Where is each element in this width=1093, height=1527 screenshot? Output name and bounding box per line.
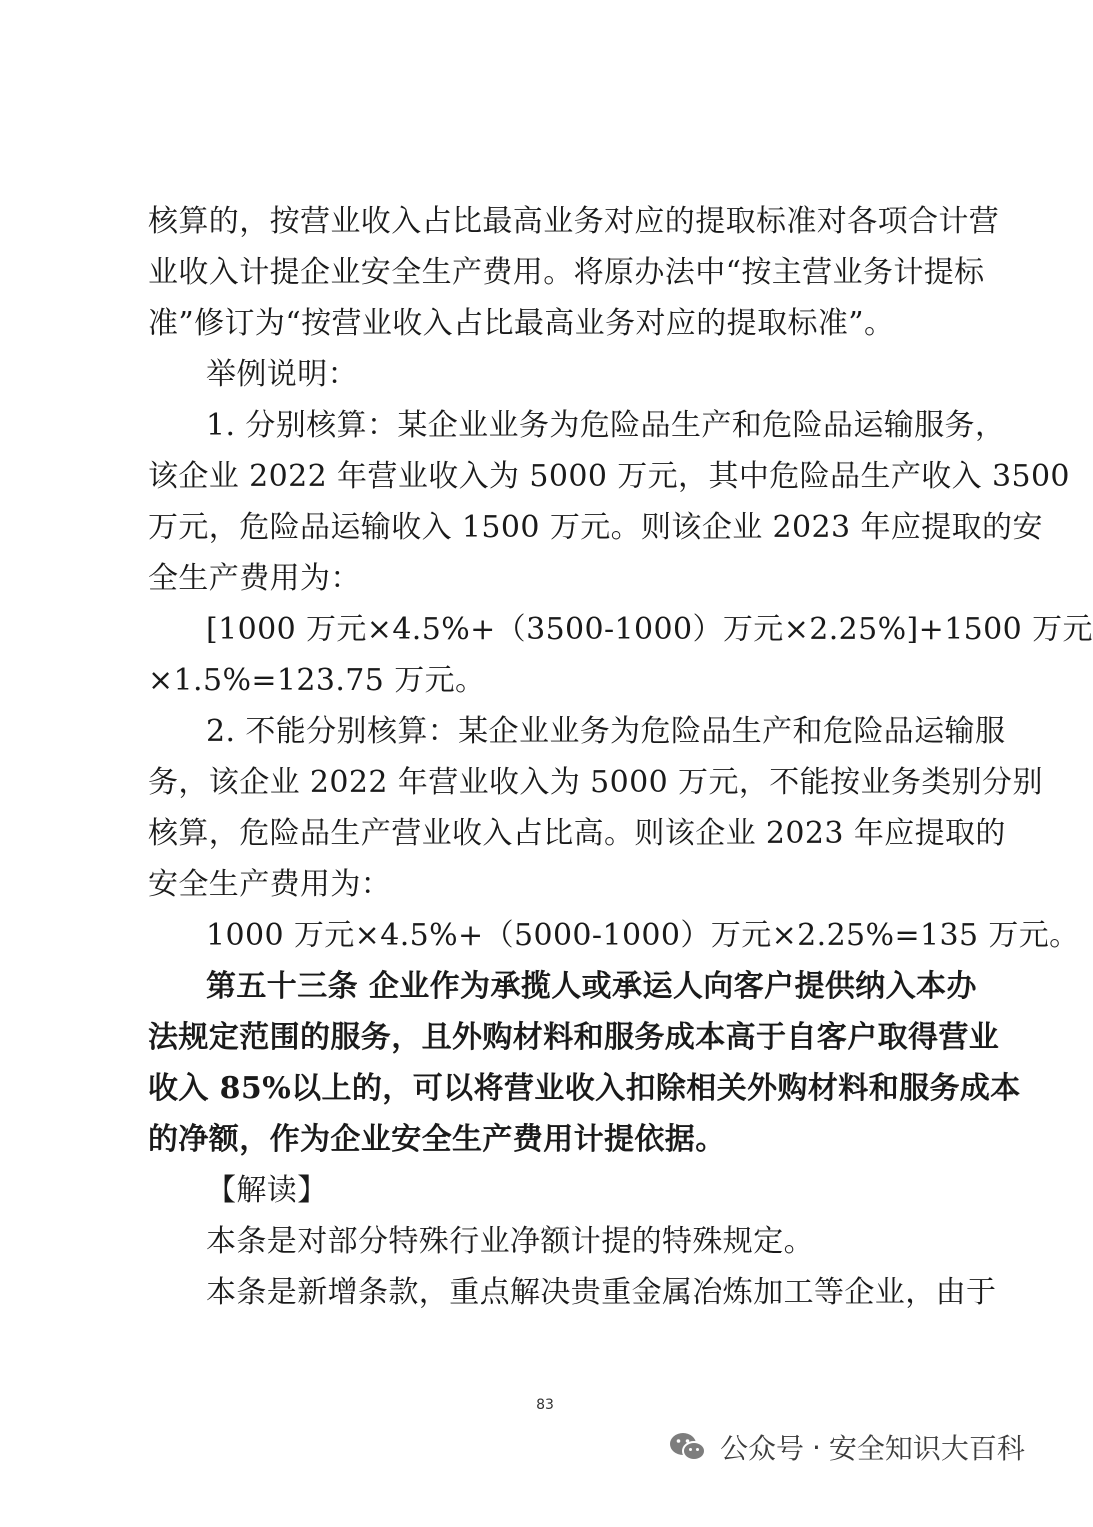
text-line: 法规定范围的服务，且外购材料和服务成本高于自客户取得营业 <box>148 1020 1000 1055</box>
watermark-separator: · <box>812 1430 821 1464</box>
text-line: 该企业 2022 年营业收入为 5000 万元，其中危险品生产收入 3500 <box>148 459 1070 494</box>
text-line: 1. 分别核算：某企业业务为危险品生产和危险品运输服务， <box>206 408 1006 443</box>
text-line: 举例说明： <box>206 357 358 392</box>
wechat-watermark <box>668 1427 1025 1467</box>
text-line: 本条是对部分特殊行业净额计提的特殊规定。 <box>206 1224 814 1259</box>
text-line: 业收入计提企业安全生产费用。将原办法中“按主营业务计提标 <box>148 255 985 290</box>
wechat-icon <box>668 1430 708 1464</box>
text-line: 安全生产费用为： <box>148 867 392 902</box>
text-line: 核算的，按营业收入占比最高业务对应的提取标准对各项合计营 <box>148 204 1000 239</box>
page-number: 83 <box>536 1397 554 1413</box>
text-line: 务，该企业 2022 年营业收入为 5000 万元，不能按业务类别分别 <box>148 765 1043 800</box>
text-line: 第五十三条 企业作为承揽人或承运人向客户提供纳入本办 <box>206 969 977 1004</box>
text-line: 核算，危险品生产营业收入占比高。则该企业 2023 年应提取的 <box>148 816 1006 851</box>
text-line: 全生产费用为： <box>148 561 361 596</box>
text-line: 万元，危险品运输收入 1500 万元。则该企业 2023 年应提取的安 <box>148 510 1043 545</box>
document-body <box>148 196 1093 1318</box>
text-line: 【解读】 <box>206 1173 328 1208</box>
text-line: 1000 万元×4.5%+（5000-1000）万元×2.25%=135 万元。 <box>206 918 1080 953</box>
text-line: ×1.5%=123.75 万元。 <box>148 663 486 698</box>
text-line: 准”修订为“按营业收入占比最高业务对应的提取标准”。 <box>148 306 895 341</box>
watermark-source: 公众号 <box>720 1432 805 1465</box>
text-line: 的净额，作为企业安全生产费用计提依据。 <box>148 1122 726 1157</box>
text-line: 收入 85%以上的，可以将营业收入扣除相关外购材料和服务成本 <box>148 1071 1021 1106</box>
text-line: [1000 万元×4.5%+（3500-1000）万元×2.25%]+1500 万元 <box>206 612 1093 647</box>
text-line: 2. 不能分别核算：某企业业务为危险品生产和危险品运输服 <box>206 714 1006 749</box>
watermark-account: 安全知识大百科 <box>828 1432 1025 1465</box>
text-line: 本条是新增条款，重点解决贵重金属冶炼加工等企业，由于 <box>206 1275 997 1310</box>
